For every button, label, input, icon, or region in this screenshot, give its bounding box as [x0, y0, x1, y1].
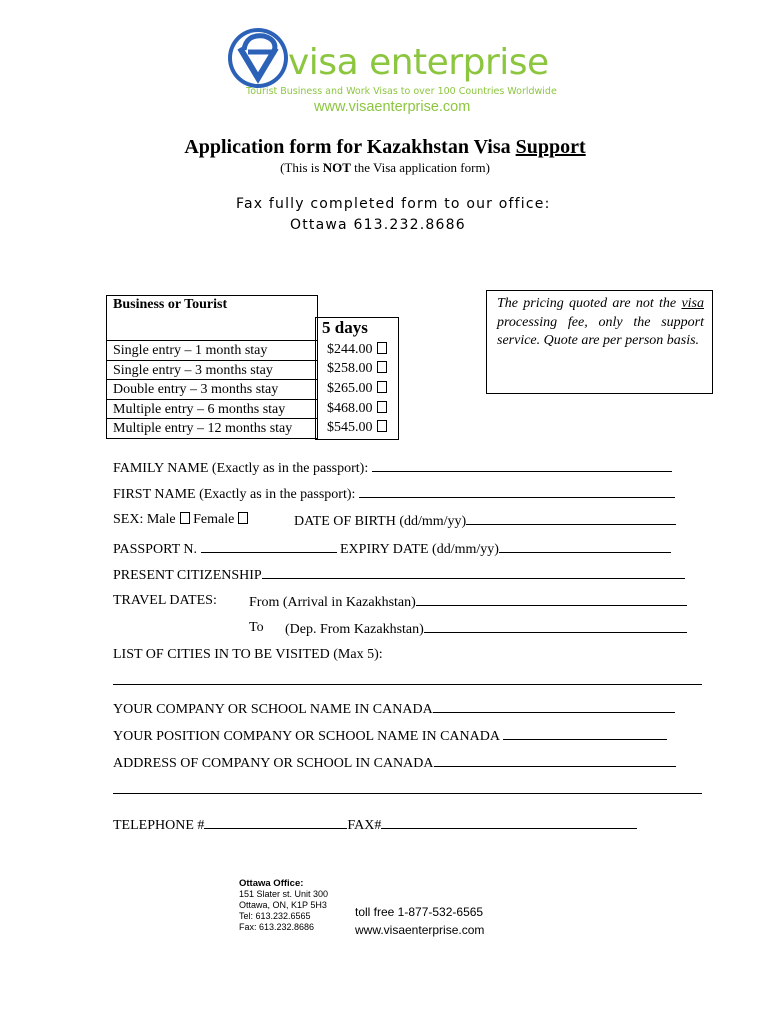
telephone-field[interactable]: TELEPHONE # FAX#	[113, 816, 637, 834]
page-subtitle: (This is NOT the Visa application form)	[280, 160, 490, 175]
cities-input-line[interactable]	[113, 684, 702, 685]
fax-instruction: Fax fully completed form to our office:	[236, 196, 551, 212]
price-table-category: Business or Tourist	[113, 297, 228, 312]
pricing-note: The pricing quoted are not the visa processing fee, only the support service. Quote are per person basis.	[486, 290, 713, 394]
price-table-rows	[106, 340, 318, 439]
page-title: Application form for Kazakhstan Visa Support	[184, 136, 586, 158]
price-row-label: Multiple entry – 12 months stay	[107, 418, 317, 438]
price-row-label: Multiple entry – 6 months stay	[107, 399, 317, 419]
departure-date-field[interactable]: (Dep. From Kazakhstan)	[285, 620, 687, 638]
family-name-field[interactable]: FAMILY NAME (Exactly as in the passport):	[113, 459, 672, 477]
price-option[interactable]: $244.00	[327, 342, 387, 358]
logo-tagline: Tourist Business and Work Visas to over 100 Countries Worldwide	[246, 86, 557, 97]
checkbox[interactable]	[377, 361, 387, 373]
checkbox[interactable]	[377, 401, 387, 413]
price-option[interactable]: $265.00	[327, 381, 387, 397]
visa-enterprise-logo-icon	[226, 26, 290, 90]
logo-wordmark: visa enterprise	[288, 42, 549, 83]
citizenship-field[interactable]: PRESENT CITIZENSHIP	[113, 566, 685, 584]
price-row-label: Double entry – 3 months stay	[107, 379, 317, 399]
cities-label: LIST OF CITIES IN TO BE VISITED (Max 5):	[113, 647, 383, 662]
male-checkbox[interactable]	[180, 512, 190, 524]
fax-number: Ottawa 613.232.8686	[290, 217, 466, 233]
header-website-link[interactable]: www.visaenterprise.com	[314, 99, 471, 115]
address-input-line[interactable]	[113, 793, 702, 794]
contact-info	[355, 903, 484, 939]
checkbox[interactable]	[377, 381, 387, 393]
position-field[interactable]: YOUR POSITION COMPANY OR SCHOOL NAME IN CANADA	[113, 727, 667, 745]
passport-field[interactable]: PASSPORT N. EXPIRY DATE (dd/mm/yy)	[113, 540, 671, 558]
address-field[interactable]: ADDRESS OF COMPANY OR SCHOOL IN CANADA	[113, 754, 676, 772]
title-underlined-word: Support	[515, 136, 586, 158]
processing-time: 5 days	[322, 318, 368, 337]
checkbox[interactable]	[377, 342, 387, 354]
office-address: Ottawa Office: 151 Slater st. Unit 300 Ottawa, ON, K1P 5H3 Tel: 613.232.6565 Fax: 613.232.8686	[239, 878, 329, 932]
price-row-label: Single entry – 3 months stay	[107, 360, 317, 380]
dob-field[interactable]: DATE OF BIRTH (dd/mm/yy)	[294, 512, 676, 530]
checkbox[interactable]	[377, 420, 387, 432]
first-name-field[interactable]: FIRST NAME (Exactly as in the passport):	[113, 485, 675, 503]
company-name-field[interactable]: YOUR COMPANY OR SCHOOL NAME IN CANADA	[113, 700, 675, 718]
arrival-date-field[interactable]: From (Arrival in Kazakhstan)	[249, 593, 687, 611]
price-option[interactable]: $468.00	[327, 401, 387, 417]
sex-field[interactable]: SEX: Male Female	[113, 512, 248, 528]
price-option[interactable]: $545.00	[327, 420, 387, 436]
female-checkbox[interactable]	[238, 512, 248, 524]
price-row-label: Single entry – 1 month stay	[107, 340, 317, 360]
to-label: To	[249, 620, 264, 635]
price-option[interactable]: $258.00	[327, 361, 387, 377]
footer-website-link[interactable]: www.visaenterprise.com	[355, 923, 485, 937]
travel-dates-label: TRAVEL DATES:	[113, 593, 217, 608]
toll-free-number: toll free 1-877-532-6565	[355, 905, 484, 919]
